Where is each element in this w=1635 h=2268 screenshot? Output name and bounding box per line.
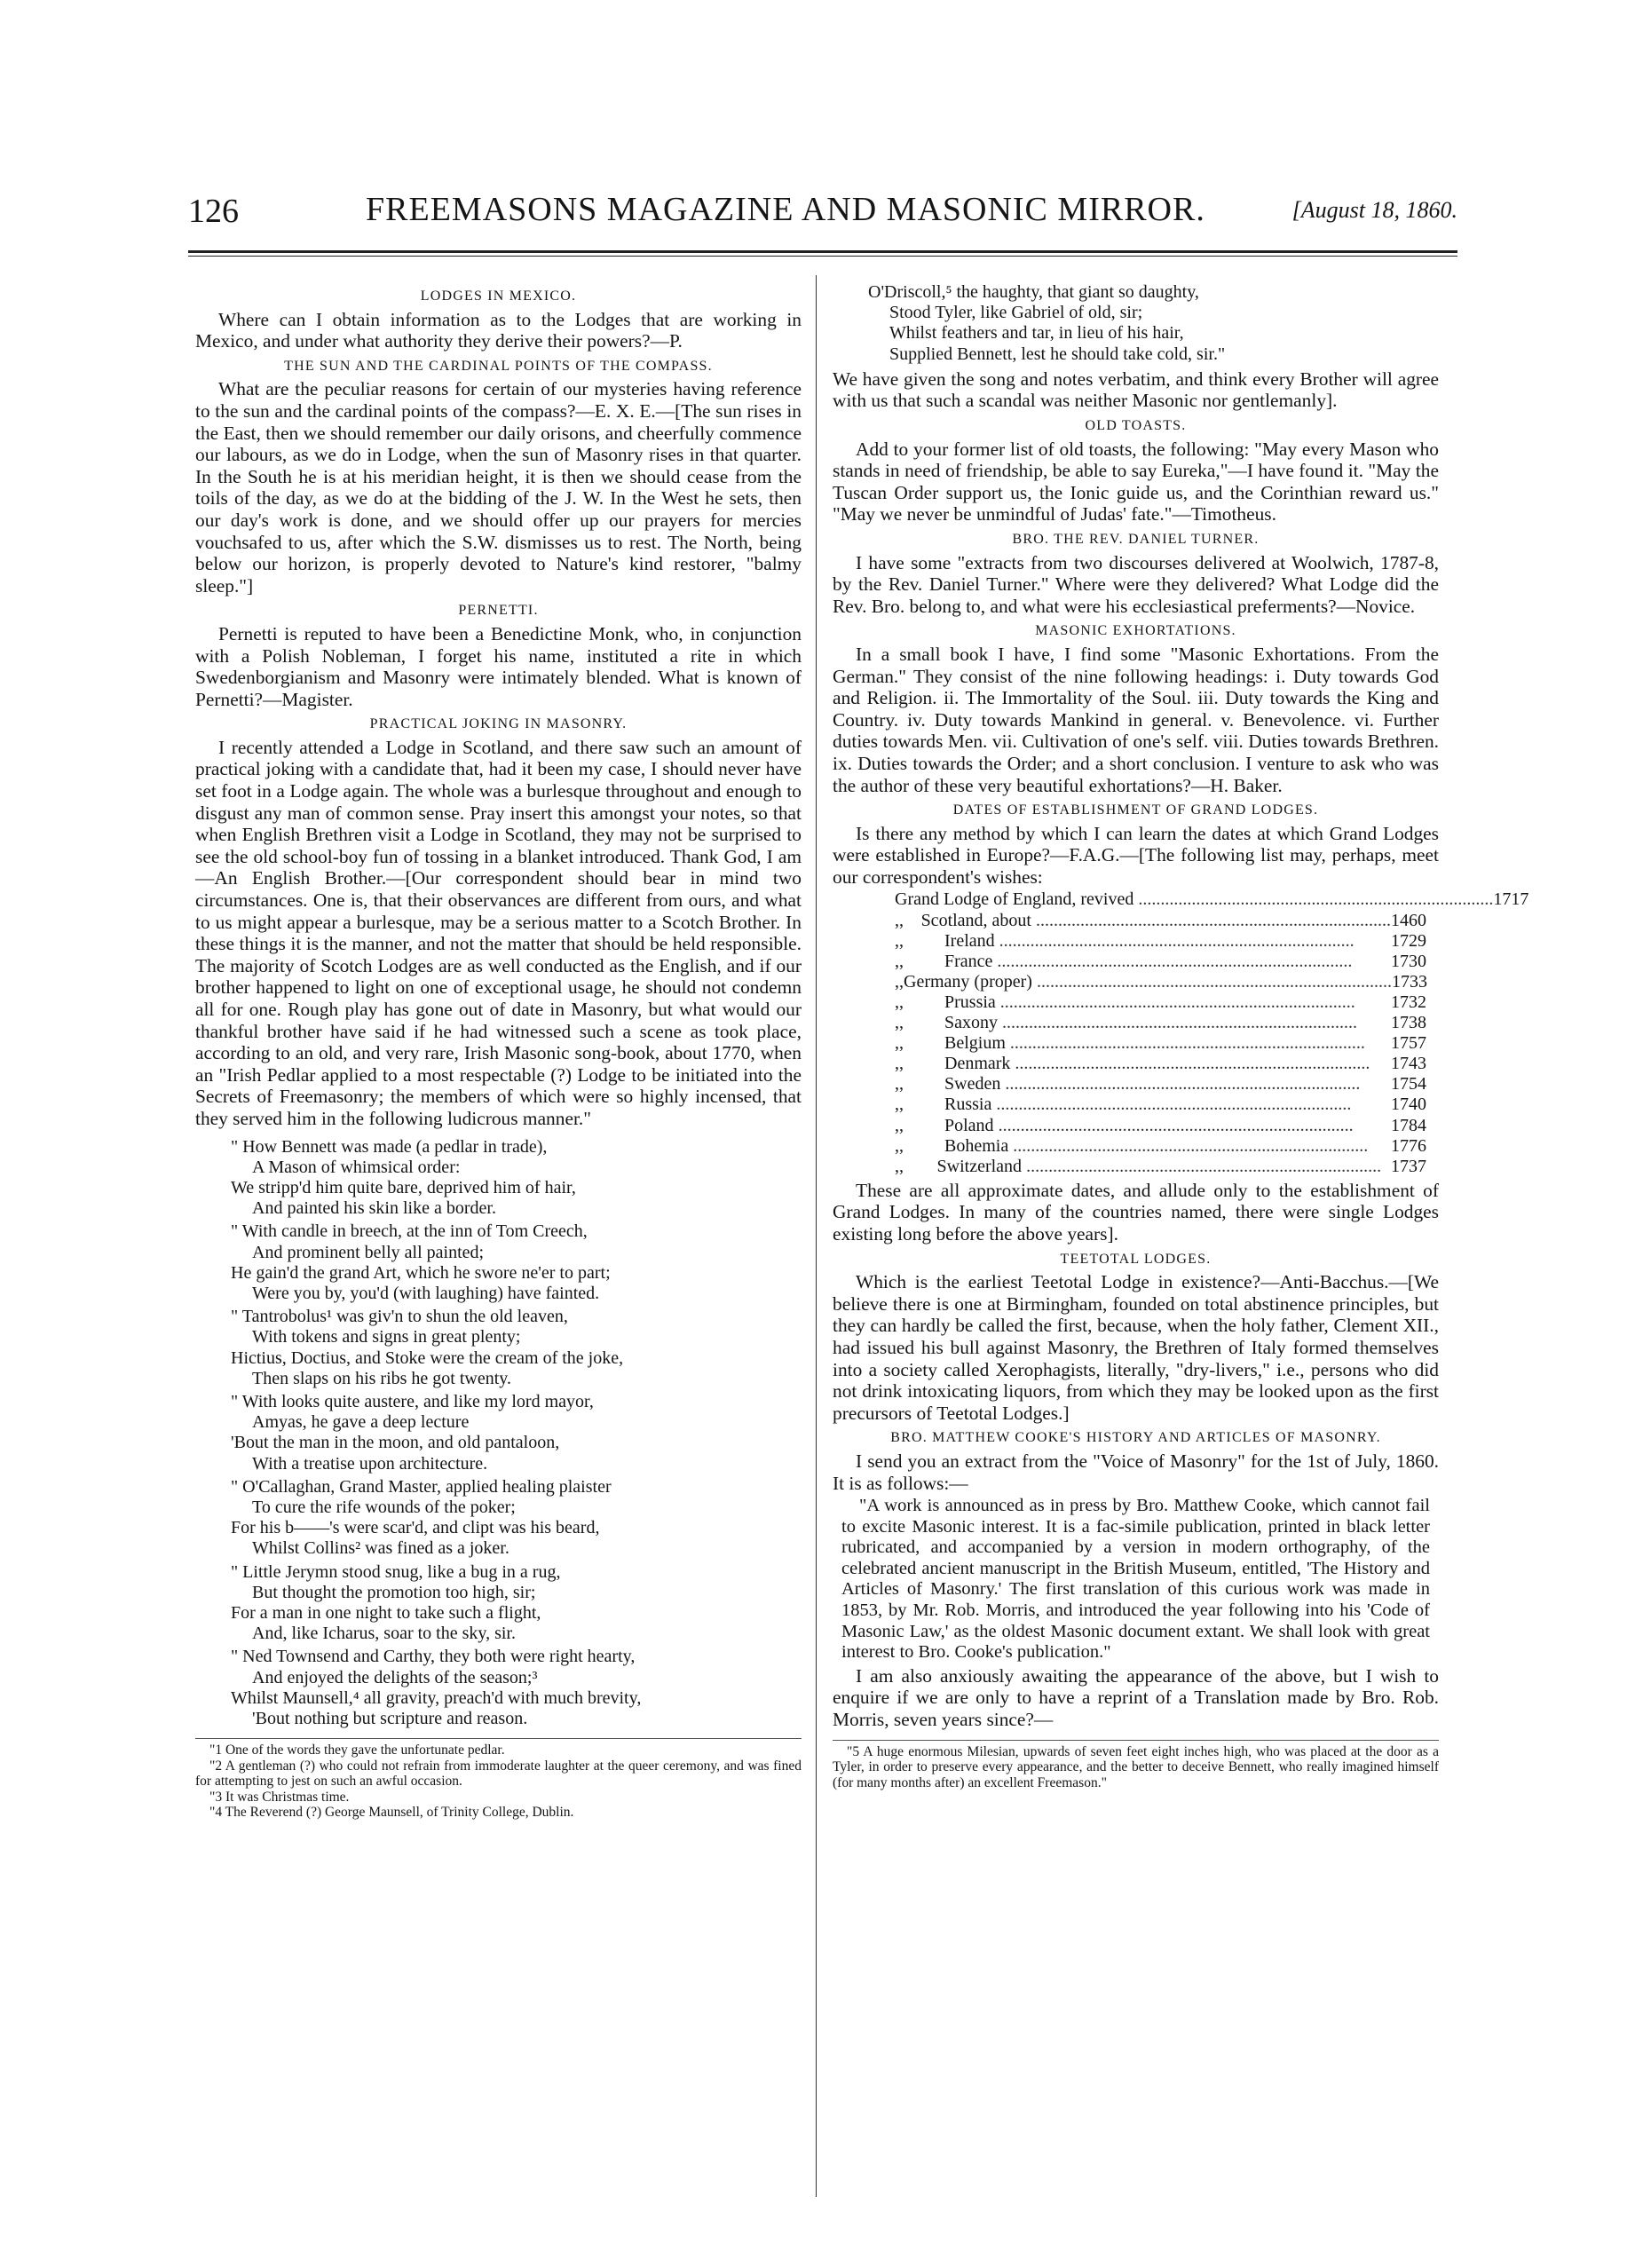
verse-line: Supplied Bennett, lest he should take cold, sir.": [889, 344, 1226, 364]
ditto-mark: ,,: [895, 1074, 904, 1094]
query-grand-lodge-dates: Is there any method by which I can learn the dates at which Grand Lodges were established in Europe?—F.A.G.—[The following list may, perhaps, meet our correspondent's wishes:: [833, 822, 1439, 888]
letter-cooke-closing: I am also anxiously awaiting the appearance of the above, but I wish to enquire if we are only to have a reprint of a Translation made by Bro. Rob. Morris, seven years since?—: [833, 1664, 1439, 1731]
lodge-year: 1717: [1493, 889, 1529, 910]
ditto-mark: ,,: [895, 1115, 904, 1135]
lodge-list-row: [895, 911, 1439, 931]
verse-stanza: [195, 1392, 802, 1474]
lodge-name: [944, 1054, 1373, 1074]
verse-line: O'Driscoll,⁵ the haughty, that giant so daughty,: [868, 282, 1199, 302]
section-heading: OLD TOASTS.: [1085, 418, 1187, 433]
verse-line: With tokens and signs in great plenty;: [252, 1327, 521, 1347]
lodge-list-row: [895, 1136, 1439, 1157]
leader-dots: ................................................................................: [1008, 1135, 1369, 1156]
ditto-mark: ,,: [895, 1094, 904, 1115]
ditto-mark: ,,: [895, 1013, 904, 1033]
query-sun-compass: What are the peculiar reasons for certain of our mysteries having reference to the sun and the cardinal points of the compass?—E. X. E.—[The sun rises in the East, then we should remember our daily orisons, and cheerfully commence our labours, as we do in Lodge, when the sun of Masonry rises in that quarter. In the South he is at his meridian height, it is then we should cease from the toils of the day, as we do at the bidding of the J. W. In the West he sets, then our day's work is done, and we should offer up our prayers for mercies vouchsafed to us, after which the S.W. dismisses us to rest. The North, being below our horizon, is properly devoted to Nature's kind restorer, "balmy sleep."]: [195, 378, 802, 597]
verse-line: Hictius, Doctius, and Stoke were the cream of the joke,: [231, 1347, 624, 1368]
leader-dots: ................................................................................: [1031, 910, 1391, 930]
header-rule-thick: [188, 250, 1457, 253]
masthead-title: FREEMASONS MAGAZINE AND MASONIC MIRROR.: [366, 191, 1205, 228]
leader-dots: ................................................................................: [1133, 889, 1494, 910]
section-heading: LODGES IN MEXICO.: [420, 288, 577, 304]
verse-line: We stripp'd him quite bare, deprived him of hair,: [231, 1177, 576, 1197]
footnote: "1 One of the words they gave the unfortunate pedlar.: [209, 1742, 505, 1758]
lodge-year: 1732: [1391, 992, 1426, 1012]
lodge-list-row: [895, 1157, 1439, 1177]
page-number: 126: [188, 193, 239, 230]
section-heading: BRO. MATTHEW COOKE'S HISTORY AND ARTICLES OF MASONRY.: [890, 1430, 1381, 1446]
section-heading: DATES OF ESTABLISHMENT OF GRAND LODGES.: [952, 802, 1319, 818]
lodge-list-row: [895, 992, 1439, 1013]
lodge-year: 1738: [1391, 1013, 1426, 1033]
ditto-mark: ,,: [895, 930, 904, 951]
lodge-name-text: France: [944, 951, 993, 971]
footnote: "4 The Reverend (?) George Maunsell, of Trinity College, Dublin.: [209, 1805, 574, 1821]
ditto-mark: ,,: [895, 1054, 904, 1074]
lodge-list-row: [895, 1013, 1439, 1033]
query-daniel-turner: I have some "extracts from two discourses delivered at Woolwich, 1787-8, by the Rev. Daniel Turner." Where were they delivered? What Lodge did the Rev. Bro. belong to, and what were his ecclesiastical preferments?—Novice.: [833, 551, 1439, 617]
lodge-year: 1729: [1391, 930, 1426, 951]
lodge-year: 1754: [1391, 1074, 1426, 1094]
leader-dots: ................................................................................: [995, 992, 1355, 1012]
lodge-name: [904, 972, 1392, 992]
verse-line: Whilst Maunsell,⁴ all gravity, preach'd with much brevity,: [231, 1687, 642, 1708]
verse-line: And, like Icharus, soar to the sky, sir.: [252, 1624, 516, 1644]
verse-line: " Tantrobolus¹ was giv'n to shun the old leaven,: [231, 1307, 568, 1327]
lodge-year: 1730: [1391, 951, 1426, 971]
verse-line: " O'Callaghan, Grand Master, applied healing plaister: [231, 1476, 612, 1497]
section-heading: THE SUN AND THE CARDINAL POINTS OF THE COMPASS.: [284, 358, 713, 374]
verse-line: 'Bout the man in the moon, and old pantaloon,: [231, 1433, 560, 1453]
query-lodges-mexico: Where can I obtain information as to the Lodges that are working in Mexico, and under what authority they derive their powers?—P.: [195, 308, 802, 352]
verse-line: " Ned Townsend and Carthy, they both were right hearty,: [231, 1647, 636, 1667]
ditto-mark: ,,: [895, 910, 904, 930]
ditto-mark: ,,: [895, 1156, 904, 1176]
lodge-year: 1733: [1391, 971, 1427, 992]
verse-stanza: [195, 1307, 802, 1389]
lodge-list-row: [895, 1074, 1439, 1094]
lodge-list-row: [895, 1116, 1439, 1136]
editor-note-approximate: These are all approximate dates, and allude only to the establishment of Grand Lodges. In many of the countries named, there were single Lodges existing long before the above years].: [833, 1179, 1439, 1245]
verse-stanza: [195, 1562, 802, 1645]
query-practical-joking: I recently attended a Lodge in Scotland, and there saw such an amount of practical joking with a candidate that, had it been my case, I should never have set foot in a Lodge again. The whole was a burlesque throughout and enough to disgust any man of common sense. Pray insert this amongst your notes, so that when English Brethren visit a Lodge in Scotland, they may not be surprised to see the old school-boy fun of tossing in a blanket introduced. Thank God, I am—An English Brother.—[Our correspondent should bear in mind two circumstances. One is, that their observances are different from ours, and what to us might appear a burlesque, may be a serious matter to a Scotch Brother. In these things it is the manner, and not the matter that should be held responsible. The majority of Scotch Lodges are as well conducted as the English, and if our brother happened to light on one of exceptional usage, he should not condemn all for one. Rough play has gone out of date in Masonry, but what would our thankful brother have said if he had witnessed such a scene as took place, according to an old, and very rare, Irish Masonic song-book, about 1770, when an "Irish Pedlar applied to a most respectable (?) Lodge to be initiated into the Secrets of Freemasonry; the members of which were so highly incensed, that they served him in the following ludicrous manner.": [195, 736, 802, 1129]
verse-stanza: [195, 1221, 802, 1304]
verse-line: With a treatise upon architecture.: [252, 1453, 488, 1474]
footnote: "5 A huge enormous Milesian, upwards of seven feet eight inches high, who was placed at the door as a Tyler, in order to preserve every appearance, and the better to deceive Bennett, who really imagined himself (for many months after) an excellent Freemason.": [833, 1743, 1439, 1790]
leader-dots: ................................................................................: [998, 1013, 1357, 1033]
lodge-year: 1743: [1391, 1054, 1426, 1074]
lodge-name: [895, 889, 1493, 910]
right-column: [833, 282, 1529, 1790]
query-exhortations: In a small book I have, I find some "Masonic Exhortations. From the German." They consist of the nine following headings: i. Duty towards God and Religion. ii. The Immortality of the Soul. iii. Duty towards the King and Country. iv. Duty towards Mankind in general. v. Benevolence. vi. Further duties towards Men. vii. Cultivation of one's self. viii. Duties towards Brethren. ix. Duties towards the Order; and a short conclusion. I venture to ask who was the author of these very beautiful exhortations?—H. Baker.: [833, 643, 1439, 796]
leader-dots: ................................................................................: [991, 1094, 1352, 1115]
song-verse: [195, 1137, 802, 1730]
footnote: "2 A gentleman (?) who could not refrain from immoderate laughter at the queer ceremony, and was fined for attempting to jest on such an awful occasion.: [195, 1758, 802, 1790]
verse-line: " Little Jerymn stood snug, like a bug in a rug,: [231, 1561, 561, 1582]
letter-cooke-intro: I send you an extract from the "Voice of Masonry" for the 1st of July, 1860. It is as follows:—: [833, 1450, 1439, 1494]
verse-stanza: [195, 1137, 802, 1220]
song-verse-continued: [833, 282, 1439, 365]
verse-line: 'Bout nothing but scripture and reason.: [252, 1709, 528, 1729]
lodge-name: [944, 1094, 1373, 1115]
lodge-name: [944, 1033, 1373, 1054]
verse-line: " How Bennett was made (a pedlar in trade),: [231, 1136, 548, 1157]
lodge-name-text: Germany (proper): [904, 971, 1032, 992]
lodge-year: 1460: [1391, 910, 1426, 930]
lodge-name: [944, 931, 1373, 952]
verse-line: And enjoyed the delights of the season;³: [252, 1667, 538, 1687]
leader-dots: ................................................................................: [992, 951, 1353, 971]
lodge-list-row: [895, 1054, 1439, 1074]
lodge-name-text: Denmark: [944, 1054, 1011, 1074]
leader-dots: ................................................................................: [1031, 971, 1392, 992]
verse-line: Whilst feathers and tar, in lieu of his hair,: [889, 323, 1184, 344]
lodge-list-row: [895, 1033, 1439, 1054]
grand-lodge-list: [895, 889, 1529, 1176]
leader-dots: ................................................................................: [1022, 1156, 1382, 1176]
lodge-year: 1737: [1391, 1156, 1426, 1176]
verse-line: For his b——'s were scar'd, and clipt was his beard,: [231, 1518, 600, 1538]
section-heading: PERNETTI.: [458, 603, 539, 619]
lodge-name: [944, 992, 1373, 1013]
verse-stanza: [833, 282, 1439, 365]
lodge-year: 1784: [1391, 1115, 1426, 1135]
ditto-mark: ,,: [895, 1135, 904, 1156]
leader-dots: ................................................................................: [993, 1115, 1354, 1135]
letter-cooke-quote: "A work is announced as in press by Bro. Matthew Cooke, which cannot fail to excite Masonic interest. It is a fac-simile publication, printed in black letter rubricated, and accompanied by a version in modern orthography, of the celebrated ancient manuscript in the British Museum, entitled, 'The History and Articles of Masonry.' The first translation of this curious work was made in 1853, by Mr. Rob. Morris, and introduced the year following into his 'Code of Masonic Law,' as the oldest Masonic document extant. We shall look with great interest to Bro. Cooke's publication.": [841, 1496, 1430, 1663]
page-header: [188, 188, 1457, 238]
query-old-toasts: Add to your former list of old toasts, the following: "May every Mason who stands in need of friendship, be able to say Eureka,"—I have found it. "May the Tuscan Order support us, the Ionic guide us, and the Corinthian reward us." "May we never be unmindful of Judas' fate."—Timotheus.: [833, 438, 1439, 526]
section-heading: PRACTICAL JOKING IN MASONRY.: [369, 716, 628, 732]
verse-line: Then slaps on his ribs he got twenty.: [252, 1368, 512, 1388]
lodge-list-row: [895, 1094, 1439, 1115]
lodge-name: [944, 1116, 1373, 1136]
verse-line: A Mason of whimsical order:: [252, 1157, 461, 1177]
lodge-name-text: Russia: [944, 1094, 992, 1115]
verse-line: But thought the promotion too high, sir;: [252, 1582, 536, 1602]
lodge-name: [937, 1157, 1382, 1177]
lodge-name: [944, 952, 1373, 972]
ditto-mark: ,,: [895, 1033, 904, 1054]
lodge-name-text: Grand Lodge of England, revived: [895, 889, 1134, 910]
ditto-mark: ,,: [895, 992, 904, 1012]
leader-dots: ................................................................................: [1010, 1054, 1370, 1074]
left-column: [195, 282, 802, 1821]
verse-line: Stood Tyler, like Gabriel of old, sir;: [889, 303, 1143, 323]
issue-date: [August 18, 1860.: [1291, 197, 1457, 223]
header-rule-thin: [188, 256, 1457, 257]
lodge-list-row: [895, 952, 1439, 972]
footnotes: [195, 1738, 802, 1821]
lodge-name-text: Belgium: [944, 1033, 1006, 1054]
lodge-year: 1740: [1391, 1094, 1426, 1115]
verse-line: To cure the rife wounds of the poker;: [252, 1498, 516, 1518]
verse-line: For a man in one night to take such a flight,: [231, 1603, 541, 1624]
lodge-list-row: [895, 889, 1529, 910]
lodge-name: [944, 1013, 1373, 1033]
column-divider: [816, 275, 817, 2197]
footnote: "3 It was Christmas time.: [209, 1789, 350, 1805]
leader-dots: ................................................................................: [1005, 1033, 1365, 1054]
verse-stanza: [195, 1477, 802, 1560]
leader-dots: ................................................................................: [994, 930, 1355, 951]
verse-line: " With candle in breech, at the inn of Tom Creech,: [231, 1221, 588, 1242]
verse-line: Amyas, he gave a deep lecture: [252, 1412, 470, 1433]
lodge-name: [944, 1074, 1373, 1094]
verse-line: Whilst Collins² was fined as a joker.: [252, 1538, 509, 1559]
lodge-name-text: Switzerland: [936, 1156, 1023, 1176]
lodge-name-text: Ireland: [944, 930, 995, 951]
lodge-name-text: Poland: [944, 1115, 994, 1135]
ditto-mark: ,,: [895, 951, 904, 971]
lodge-name: [921, 911, 1391, 931]
verse-line: And painted his skin like a border.: [252, 1198, 496, 1219]
lodge-list-row: [895, 972, 1439, 992]
footnote-5: [833, 1740, 1439, 1791]
query-pernetti: Pernetti is reputed to have been a Benedictine Monk, who, in conjunction with a Polish Nobleman, I forget his name, instituted a rite in which Swedenborgianism and Masonry were intimately blended. What is known of Pernetti?—Magister.: [195, 622, 802, 710]
lodge-list-row: [895, 931, 1439, 952]
ditto-mark: ,,: [895, 971, 904, 992]
leader-dots: ................................................................................: [1000, 1074, 1361, 1094]
lodge-year: 1776: [1391, 1135, 1426, 1156]
lodge-name-text: Sweden: [944, 1074, 1001, 1094]
lodge-name-text: Prussia: [944, 992, 996, 1012]
verse-line: " With looks quite austere, and like my lord mayor,: [231, 1392, 594, 1411]
lodge-year: 1757: [1391, 1033, 1426, 1054]
verse-stanza: [195, 1647, 802, 1729]
query-teetotal-lodges: Which is the earliest Teetotal Lodge in existence?—Anti-Bacchus.—[We believe there is one at Birmingham, founded on total abstinence principles, but they can hardly be called the first, because, when the holy father, Clement XII., had issued his bull against Masonry, the Brethren of Italy formed themselves into a society called Xerophagists, literally, "dry-livers," i.e., persons who did not drink intoxicating liquors, from which they may be looked upon as the first precursors of Teetotal Lodges.]: [833, 1271, 1439, 1424]
lodge-name: [944, 1136, 1373, 1157]
section-heading: TEETOTAL LODGES.: [1060, 1251, 1212, 1267]
editor-note-verbatim: We have given the song and notes verbatim, and think every Brother will agree with us that such a scandal was neither Masonic nor gentlemanly].: [833, 367, 1439, 412]
verse-line: Were you by, you'd (with laughing) have fainted.: [252, 1283, 600, 1303]
section-heading: BRO. THE REV. DANIEL TURNER.: [1012, 531, 1260, 547]
lodge-name-text: Bohemia: [944, 1135, 1009, 1156]
verse-line: He gain'd the grand Art, which he swore ne'er to part;: [231, 1262, 611, 1283]
lodge-name-text: Saxony: [944, 1013, 998, 1033]
lodge-name-text: Scotland, about: [920, 910, 1031, 930]
verse-line: And prominent belly all painted;: [252, 1242, 485, 1262]
section-heading: MASONIC EXHORTATIONS.: [1035, 623, 1236, 639]
